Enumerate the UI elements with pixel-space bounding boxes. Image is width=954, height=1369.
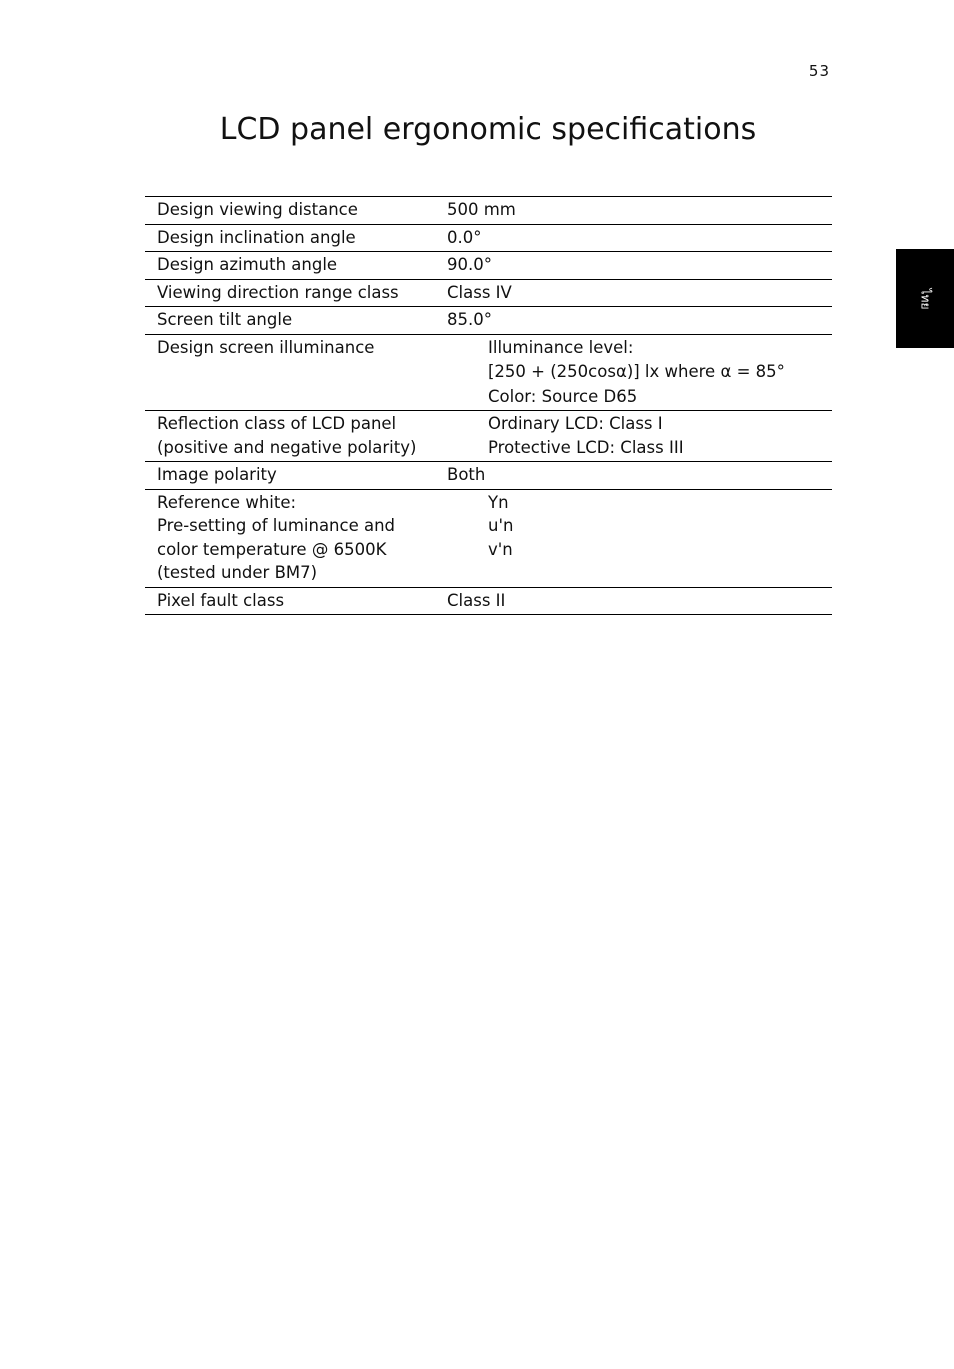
language-side-tab [896,249,954,348]
spec-value-line: Color: Source D65 [488,386,638,406]
spec-label-line: Reference white: [157,492,297,512]
spec-value-line: [250 + (250cosα)] lx where α = 85° [488,362,785,381]
spec-label-cell [145,252,447,280]
table-row [145,462,832,490]
spec-value-cell [447,462,832,490]
spec-label-cell [145,334,447,411]
spec-value-line: Protective LCD: Class III [488,437,684,457]
spec-value: Both [447,465,486,484]
page-number: 53 [808,62,830,80]
table-row [145,224,832,252]
spec-value-line: v'n [488,539,513,559]
table-row [145,411,832,462]
spec-value-cell [447,587,832,615]
table-row [145,334,832,411]
spec-label-line: Pre-setting of luminance and [157,516,396,535]
spec-value-cell [447,489,832,587]
spec-label: Design azimuth angle [157,255,338,274]
spec-label-line: (positive and negative polarity) [157,437,417,457]
spec-value-cell [447,224,832,252]
spec-label: Pixel fault class [157,590,285,610]
spec-value-cell [447,334,832,411]
spec-label-cell [145,224,447,252]
table-row [145,252,832,280]
spec-label-line: (tested under BM7) [157,563,318,582]
spec-value: 85.0° [447,310,492,329]
spec-label: Viewing direction range class [157,282,399,302]
spec-label-cell [145,307,447,335]
page-title: LCD panel ergonomic specifications [219,112,757,147]
spec-label-line: color temperature @ 6500K [157,539,387,559]
spec-value-line: u'n [488,516,514,535]
spec-label-cell [145,197,447,225]
spec-label-cell [145,411,447,462]
spec-label-line: Reflection class of LCD panel [157,414,397,433]
spec-label: Design inclination angle [157,227,356,247]
table-row [145,197,832,225]
spec-value-cell [447,411,832,462]
spec-value: 90.0° [447,255,492,274]
spec-table [145,196,832,615]
spec-label: Design viewing distance [157,200,358,219]
spec-value-cell [447,307,832,335]
spec-value-cell [447,279,832,307]
spec-value: Class IV [447,282,512,302]
spec-label-cell [145,587,447,615]
spec-label: Image polarity [157,465,277,484]
spec-value-cell [447,252,832,280]
table-row [145,279,832,307]
spec-label-cell [145,279,447,307]
spec-value-line: Ordinary LCD: Class I [488,414,663,433]
side-tab-label: ไทย [918,288,933,309]
spec-label: Design screen illuminance [157,337,375,357]
spec-value: Class II [447,590,506,610]
table-row [145,489,832,587]
spec-value-cell [447,197,832,225]
spec-value: 0.0° [447,227,482,247]
table-row [145,587,832,615]
spec-value-line: Yn [488,492,509,512]
spec-label-cell [145,489,447,587]
spec-label: Screen tilt angle [157,310,293,329]
spec-label-cell [145,462,447,490]
spec-value-line: Illuminance level: [488,337,634,357]
table-row [145,307,832,335]
spec-value: 500 mm [447,200,516,219]
